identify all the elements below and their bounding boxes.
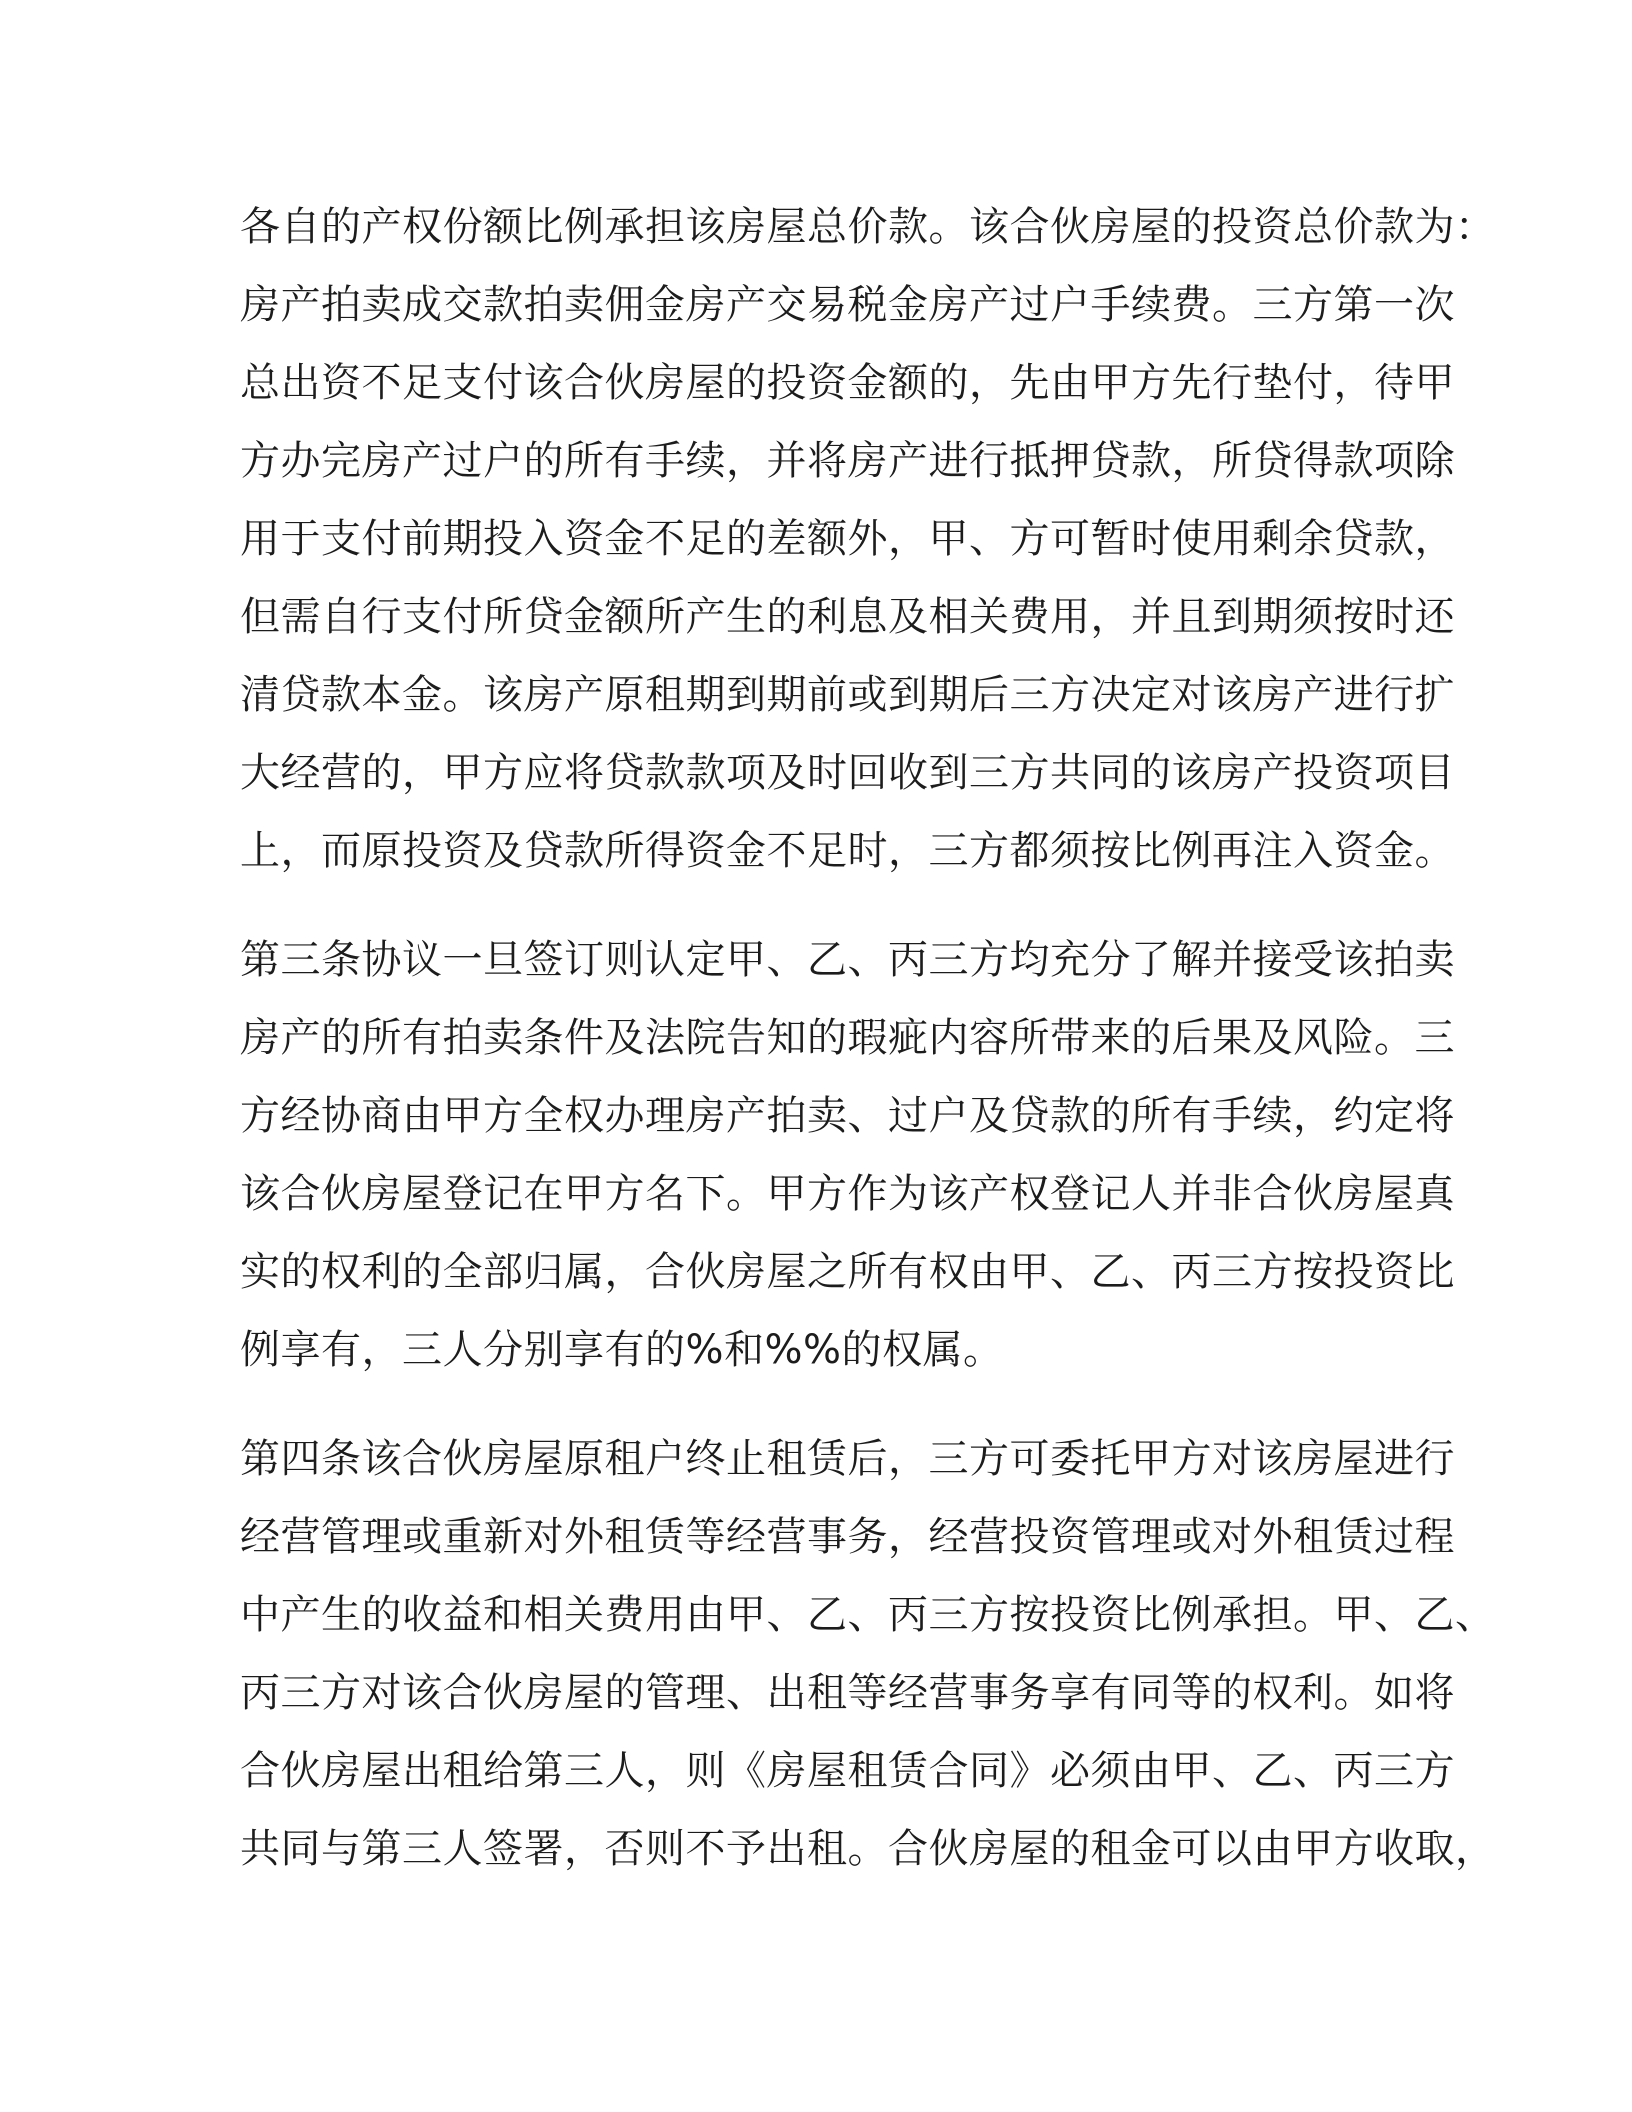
text-line: 房产的所有拍卖条件及法院告知的瑕疵内容所带来的后果及风险。三 <box>240 1015 1455 1061</box>
text-line: 合伙房屋出租给第三人，则《房屋租赁合同》必须由甲、乙、丙三方 <box>240 1748 1455 1794</box>
text-line: 房产拍卖成交款拍卖佣金房产交易税金房产过户手续费。三方第一次 <box>240 282 1455 328</box>
text-line: 丙三方对该合伙房屋的管理、出租等经营事务享有同等的权利。如将 <box>240 1670 1455 1716</box>
text-line: 中产生的收益和相关费用由甲、乙、丙三方按投资比例承担。甲、乙、 <box>240 1592 1496 1638</box>
text-line: 例享有，三人分别享有的%和%%的权属。 <box>240 1327 1004 1373</box>
text-line: 实的权利的全部归属，合伙房屋之所有权由甲、乙、丙三方按投资比 <box>240 1249 1455 1295</box>
text-line: 该合伙房屋登记在甲方名下。甲方作为该产权登记人并非合伙房屋真 <box>240 1171 1455 1217</box>
document-body <box>240 188 1496 1919</box>
paragraph-investment-price <box>240 188 1496 890</box>
text-line: 第三条协议一旦签订则认定甲、乙、丙三方均充分了解并接受该拍卖 <box>240 937 1455 983</box>
text-line: 各自的产权份额比例承担该房屋总价款。该合伙房屋的投资总价款为： <box>240 204 1496 250</box>
text-line: 但需自行支付所贷金额所产生的利息及相关费用，并且到期须按时还 <box>240 594 1455 640</box>
text-line: 第四条该合伙房屋原租户终止租赁后，三方可委托甲方对该房屋进行 <box>240 1436 1455 1482</box>
text-line: 方办完房产过户的所有手续，并将房产进行抵押贷款，所贷得款项除 <box>240 438 1455 484</box>
text-line: 方经协商由甲方全权办理房产拍卖、过户及贷款的所有手续，约定将 <box>240 1093 1455 1139</box>
text-line: 大经营的，甲方应将贷款款项及时回收到三方共同的该房产投资项目 <box>240 750 1455 796</box>
text-line: 总出资不足支付该合伙房屋的投资金额的，先由甲方先行垫付，待甲 <box>240 360 1455 406</box>
text-line: 共同与第三人签署，否则不予出租。合伙房屋的租金可以由甲方收取， <box>240 1826 1496 1872</box>
text-line: 经营管理或重新对外租赁等经营事务，经营投资管理或对外租赁过程 <box>240 1514 1455 1560</box>
text-line: 上，而原投资及贷款所得资金不足时，三方都须按比例再注入资金。 <box>240 828 1455 874</box>
paragraph-article-three <box>240 921 1455 1389</box>
text-line: 用于支付前期投入资金不足的差额外，甲、方可暂时使用剩余贷款， <box>240 516 1455 562</box>
text-line: 清贷款本金。该房产原租期到期前或到期后三方决定对该房产进行扩 <box>240 672 1455 718</box>
paragraph-article-four <box>240 1420 1496 1888</box>
